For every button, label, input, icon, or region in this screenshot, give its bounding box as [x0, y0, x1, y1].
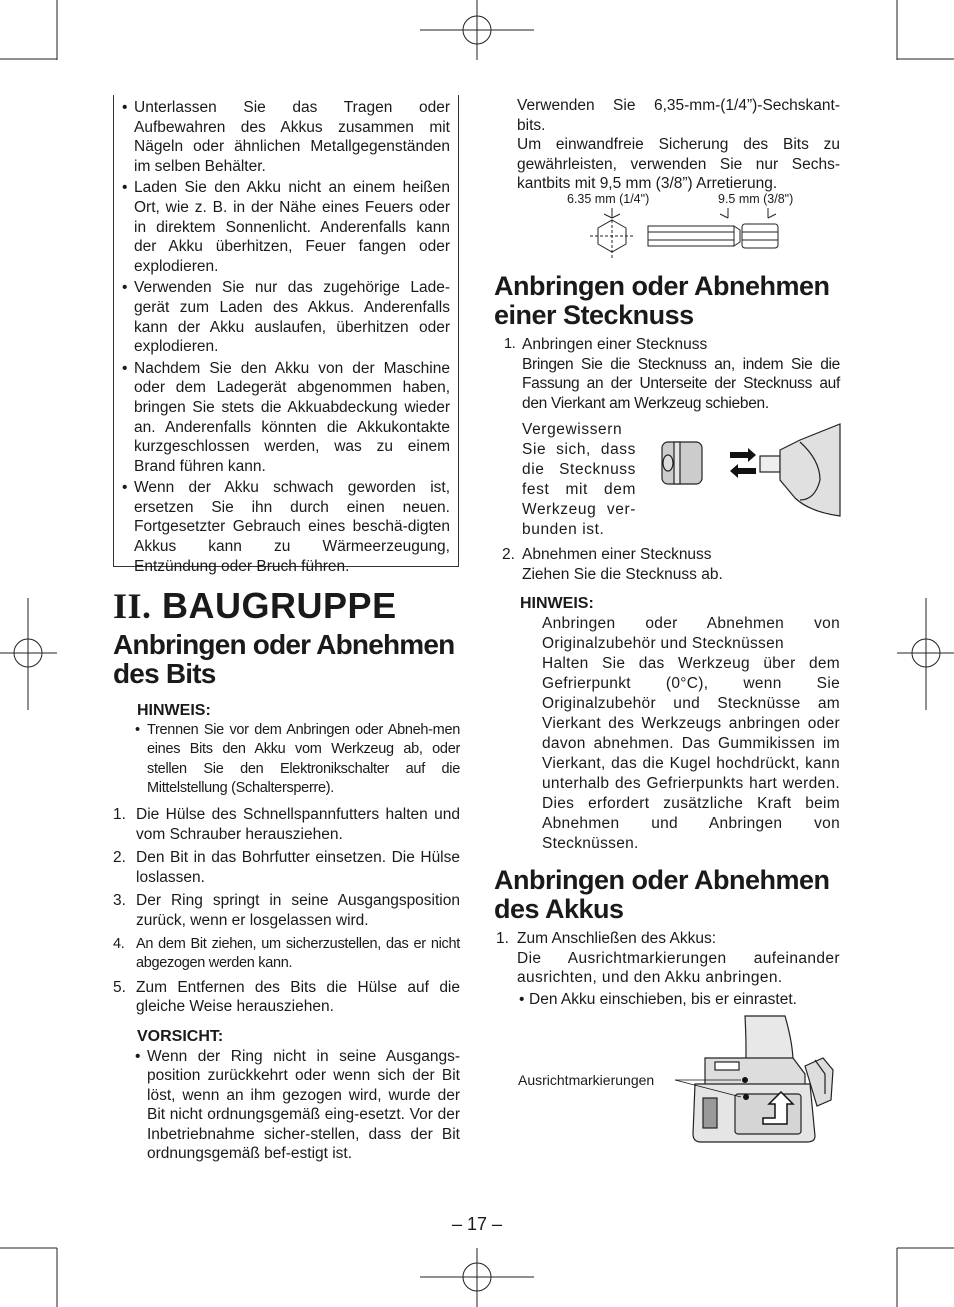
safety-item: • Verwenden Sie nur das zugehörige Lade-gerät zum Laden des Akkus. Anderenfalls kann der Akku auslaufen, überhitzen oder explodieren. — [114, 278, 450, 356]
socket-step2-title: Abnehmen einer Stecknuss — [522, 546, 712, 563]
battery-section — [494, 866, 840, 1009]
bits-section — [113, 630, 460, 1166]
socket-step1-check: Vergewissern Sie sich, dass die Stecknuss fest mit dem Werkzeug ver-bunden ist. — [522, 421, 636, 538]
step-text: An dem Bit ziehen, um sicherzustellen, das er nicht abgezogen werden kann. — [136, 935, 460, 972]
step-text: Zum Entfernen des Bits die Hülse auf die gleiche Weise herausziehen. — [136, 978, 460, 1016]
safety-item: • Nachdem Sie den Akku von der Maschine oder dem Ladegerät abgenommen haben, bringen Sie stets die Akkuabdeckung wieder an. Anderenfalls könnten die Akkukontakte kurzgeschlossen werden, was zu einem Brand führen kann. — [114, 359, 450, 477]
socket-step2-text: Ziehen Sie die Stecknuss ab. — [522, 565, 723, 583]
socket-note-label: HINWEIS: — [520, 595, 594, 613]
bits-step — [113, 891, 460, 930]
socket-step2 — [494, 545, 840, 854]
section-title — [113, 585, 397, 627]
socket-note-text: Halten Sie das Werkzeug über dem Gefrierpunkt (0°C), wenn Sie Originalzubehör und Stecknüsse am Vierkant des Werkzeugs anbringen oder davon abnehmen. Das Gummikissen im Vierkant, das die Kugel hochdrückt, kann unterhalb des Gefrierpunkts hart werden. Dies erfordert zusätzliche Kraft beim Abnehmen und Anbringen von Stecknüssen. — [542, 654, 840, 852]
step-text: Die Hülse des Schnellspannfutters halten und vom Schrauber herausziehen. — [136, 805, 460, 843]
step-number: 2. — [113, 849, 126, 867]
bullet: • — [519, 990, 525, 1008]
socket-heading: Anbringen oder Abnehmen einer Stecknuss — [494, 271, 830, 330]
bits-caution-item: • Wenn der Ring nicht in seine Ausgangs-position zurückkehrt oder wenn sich der Bit löst, wenn an ihm gezogen wird, wurde der Bit nicht ordnungsgemäß eing-esetzt. Vor der Inbetriebnahme sicher-stellen, dass der Bit ordnungsgemäß bef-estigt ist. — [127, 1047, 460, 1165]
hex-bit-figure — [590, 208, 790, 258]
step-number: 1. — [113, 805, 126, 823]
step-number: 1. — [504, 336, 516, 352]
battery-step1-bullet: Den Akku einschieben, bis er einrastet. — [529, 990, 797, 1008]
bits-step — [113, 805, 460, 844]
bits-caution-label: VORSICHT: — [137, 1027, 224, 1045]
safety-item: • Wenn der Akku schwach geworden ist, ersetzen Sie ihn durch einen neuen. Fortgesetzter Gebrauch eines beschä-digten Akkus kann zu Wärmeerzeugung, Entzündung oder Bruch führen. — [114, 478, 450, 576]
bits-heading: Anbringen oder Abnehmen des Bits — [113, 629, 455, 689]
safety-list — [114, 98, 450, 578]
socket-figure — [660, 420, 842, 520]
bits-note-label: HINWEIS: — [137, 702, 211, 719]
step-number: 1. — [496, 930, 509, 947]
battery-step1-title: Zum Anschließen des Akkus: — [517, 930, 717, 947]
bits-note-item: • Trennen Sie vor dem Anbringen oder Abneh-men eines Bits den Akku vom Werkzeug ab, oder stellen Sie den Elektronikschalter auf die Mittelstellung (Schaltersperre). — [127, 721, 460, 799]
bits-right-intro — [517, 96, 840, 194]
section-numeral: II. — [113, 586, 152, 626]
step-number: 4. — [113, 935, 125, 952]
step-number: 3. — [113, 892, 126, 910]
socket-note-title: Anbringen oder Abnehmen von Originalzubehör und Stecknüssen — [542, 614, 840, 652]
bits-intro-line: Um einwandfreie Sicherung des Bits zu gewährleisten, verwenden Sie nur Sechs-kantbits mit 9,5 mm (3/8”) Arretierung. — [517, 136, 840, 193]
socket-section — [494, 272, 840, 413]
safety-item: • Unterlassen Sie das Tragen oder Aufbewahren des Akkus zusammen mit Nägeln oder ähnlichen Metallgegenständen im selben Behälter. — [114, 98, 450, 176]
section-title-text: BAUGRUPPE — [162, 585, 397, 626]
page-number: – 17 – — [451, 1214, 503, 1234]
bits-intro-line: Verwenden Sie 6,35-mm-(1/4”)-Sechskant-bits. — [517, 97, 840, 134]
socket-step1-title: Anbringen einer Stecknuss — [522, 336, 708, 353]
bits-step — [113, 848, 460, 887]
battery-step1-text: Die Ausrichtmarkierungen aufeinander ausrichten, und den Akku anbringen. — [517, 949, 840, 987]
bit-label-left: 6.35 mm (1/4") — [567, 192, 650, 206]
battery-heading: Anbringen oder Abnehmen des Akkus — [494, 865, 830, 924]
step-number: 5. — [113, 978, 126, 996]
step-number: 2. — [502, 546, 515, 563]
bits-step — [113, 978, 460, 1017]
battery-figure — [675, 1014, 840, 1146]
socket-step1-text: Bringen Sie die Stecknuss an, indem Sie die Fassung an der Unterseite der Stecknuss auf den Vierkant am Werkzeug schieben. — [522, 355, 840, 412]
bit-label-right: 9.5 mm (3/8") — [718, 192, 794, 206]
bits-step — [113, 935, 460, 974]
step-text: Der Ring springt in seine Ausgangsposition zurück, wenn er losgelassen wird. — [136, 892, 460, 929]
safety-item: • Laden Sie den Akku nicht an einem heißen Ort, wie z. B. in der Nähe eines Feuers oder in direktem Sonnenlicht. Anderenfalls kann der Akku überhitzen, Feuer fangen oder explodieren. — [114, 178, 450, 276]
battery-fig-label: Ausrichtmarkierungen — [518, 1072, 655, 1088]
step-text: Den Bit in das Bohrfutter einsetzen. Die Hülse loslassen. — [136, 849, 460, 886]
